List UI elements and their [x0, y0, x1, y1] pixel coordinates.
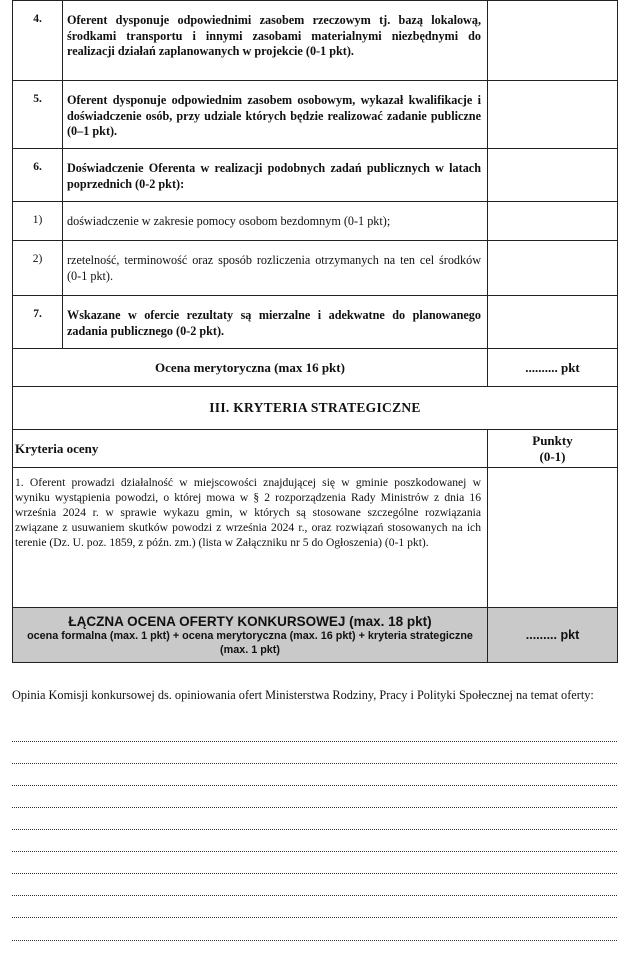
row-text: Wskazane w ofercie rezultaty są mierzalne i adekwatne do planowanego zadania publicznego (0-2 pkt).: [63, 296, 488, 349]
table-row: [13, 1, 618, 81]
table-row: [13, 296, 618, 349]
criteria-text: 1. Oferent prowadzi działalność w miejscowości znajdującej się w gminie poszkodowanej w wyniku wystąpienia powodzi, o której mowa w § 2 rozporządzenia Rady Ministrów z dnia 16 września 2024 r. w sprawie wykazu gmin, w których są stosowane szczególne rozwiązania związane z usuwaniem skutków powodzi z września 2024 r., oraz rozwiązań stosowanych na ich terenie (Dz. U. poz. 1859, z późn. zm.) (lista w Załączniku nr 5 do Ogłoszenia) (0-1 pkt).: [13, 468, 488, 608]
total-title: ŁĄCZNA OCENA OFERTY KONKURSOWEJ (max. 18 pkt): [68, 613, 432, 629]
section-title: III. KRYTERIA STRATEGICZNE: [13, 387, 618, 430]
criteria-header-label: Kryteria oceny: [13, 430, 488, 468]
evaluation-form: [12, 0, 617, 663]
row-text: Oferent dysponuje odpowiednimi zasobem rzeczowym tj. bazą lokalową, środkami transportu i innymi zasobami materialnymi niezbędnymi do realizacji działań zaplanowanych w projekcie (0-1 pkt).: [63, 1, 488, 81]
criteria-row: [13, 468, 618, 608]
row-number: 6.: [13, 149, 63, 202]
total-subtitle: ocena formalna (max. 1 pkt) + ocena merytoryczna (max. 16 pkt) + kryteria strategiczne (max. 1 pkt): [27, 629, 473, 656]
opinion-line[interactable]: [12, 940, 617, 941]
criteria-points-cell[interactable]: [488, 468, 618, 608]
points-cell[interactable]: [488, 202, 618, 241]
merit-criteria-table: [12, 0, 618, 663]
row-number: 5.: [13, 81, 63, 149]
opinion-line[interactable]: [12, 763, 617, 764]
row-number: 7.: [13, 296, 63, 349]
points-cell[interactable]: [488, 296, 618, 349]
row-text: Oferent dysponuje odpowiednim zasobem osobowym, wykazał kwalifikacje i doświadczenie osób, przy udziale których będzie realizować zadanie publiczne (0–1 pkt).: [63, 81, 488, 149]
points-header-line2: (0-1): [539, 448, 566, 464]
criteria-header-points: [488, 430, 618, 468]
row-number: 4.: [13, 1, 63, 81]
total-label: [13, 608, 488, 663]
points-cell[interactable]: [488, 81, 618, 149]
points-cell[interactable]: [488, 1, 618, 81]
points-cell[interactable]: [488, 241, 618, 296]
opinion-line[interactable]: [12, 873, 617, 874]
opinion-text: Opinia Komisji konkursowej ds. opiniowania ofert Ministerstwa Rodziny, Pracy i Polityki Społecznej na temat oferty:: [12, 688, 594, 702]
row-text: rzetelność, terminowość oraz sposób rozliczenia otrzymanych na ten cel środków (0-1 pkt).: [63, 241, 488, 296]
row-text: Doświadczenie Oferenta w realizacji podobnych zadań publicznych w latach poprzednich (0-2 pkt):: [63, 149, 488, 202]
points-header-line1: Punkty: [532, 432, 573, 448]
table-row: [13, 241, 618, 296]
opinion-line[interactable]: [12, 895, 617, 896]
criteria-header-row: [13, 430, 618, 468]
table-row: [13, 149, 618, 202]
opinion-line[interactable]: [12, 741, 617, 742]
table-row: [13, 81, 618, 149]
row-number: 2): [13, 241, 63, 296]
opinion-line[interactable]: [12, 917, 617, 918]
points-cell[interactable]: [488, 149, 618, 202]
section-row: [13, 387, 618, 430]
merit-summary-points[interactable]: .......... pkt: [488, 349, 618, 387]
opinion-line[interactable]: [12, 829, 617, 830]
opinion-line[interactable]: [12, 851, 617, 852]
total-row: [13, 608, 618, 663]
merit-summary-label: Ocena merytoryczna (max 16 pkt): [13, 349, 488, 387]
total-points[interactable]: ......... pkt: [488, 608, 618, 663]
table-row: [13, 202, 618, 241]
merit-summary-row: [13, 349, 618, 387]
row-text: doświadczenie w zakresie pomocy osobom bezdomnym (0-1 pkt);: [63, 202, 488, 241]
opinion-line[interactable]: [12, 785, 617, 786]
opinion-line[interactable]: [12, 807, 617, 808]
row-number: 1): [13, 202, 63, 241]
